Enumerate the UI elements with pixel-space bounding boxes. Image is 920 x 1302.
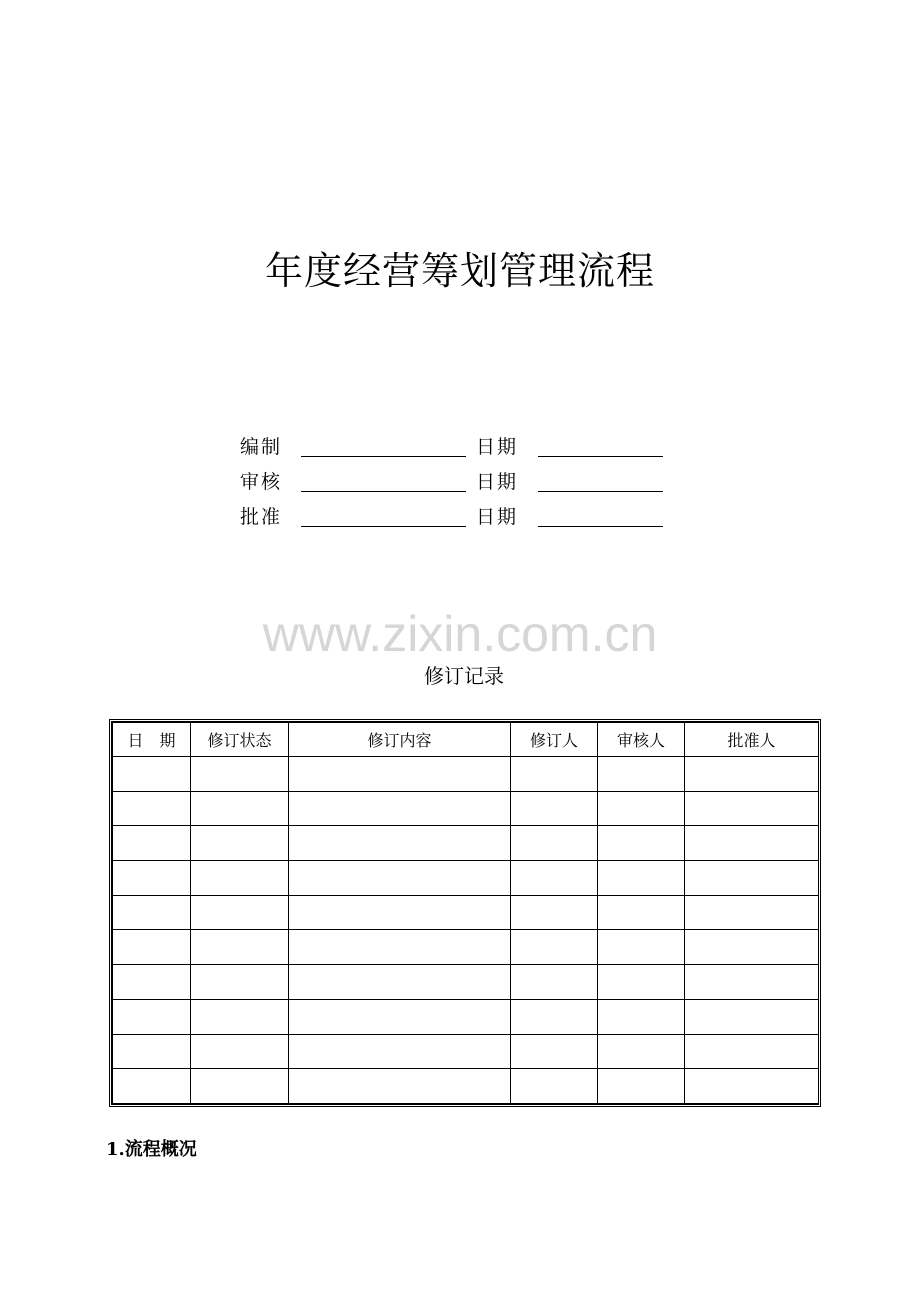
signoff-label: 批准 [240,506,283,528]
table-cell [289,895,511,930]
table-cell [511,1034,598,1069]
table-cell [191,757,289,792]
table-cell [598,757,685,792]
table-cell [113,791,191,826]
table-cell [598,1034,685,1069]
table-row [113,791,819,826]
table-cell [191,826,289,861]
table-cell [113,1069,191,1104]
table-cell [191,791,289,826]
table-cell [113,861,191,896]
revision-table-body [113,757,819,1104]
table-cell [289,1034,511,1069]
signoff-date-label: 日期 [476,506,519,528]
table-row [113,826,819,861]
signoff-row-approve [0,500,920,530]
table-cell [685,757,819,792]
table-row [113,1034,819,1069]
table-cell [191,1034,289,1069]
column-header-revision-content: 修订内容 [289,723,511,757]
table-cell [191,930,289,965]
column-header-date: 日 期 [113,723,191,757]
table-cell [598,930,685,965]
table-cell [511,965,598,1000]
table-cell [511,861,598,896]
signoff-label: 审核 [240,471,283,493]
table-cell [191,1069,289,1104]
table-header-row [113,723,819,757]
table-cell [113,757,191,792]
table-cell [685,930,819,965]
table-cell [511,999,598,1034]
table-cell [685,1034,819,1069]
document-title: 年度经营筹划管理流程 [264,249,655,293]
table-cell [191,965,289,1000]
signoff-date-line [538,456,663,457]
table-cell [685,999,819,1034]
table-cell [511,826,598,861]
table-cell [191,999,289,1034]
signoff-date-line [538,491,663,492]
column-header-revision-status: 修订状态 [191,723,289,757]
table-cell [289,861,511,896]
table-cell [113,965,191,1000]
signoff-row-review [0,465,920,495]
table-row [113,930,819,965]
table-cell [191,861,289,896]
table-cell [289,826,511,861]
table-cell [289,965,511,1000]
table-cell [598,999,685,1034]
table-cell [598,791,685,826]
table-cell [685,895,819,930]
revision-table [112,722,819,1104]
table-cell [113,895,191,930]
table-cell [511,895,598,930]
table-cell [289,791,511,826]
table-cell [113,826,191,861]
table-cell [685,965,819,1000]
table-cell [685,791,819,826]
table-cell [511,1069,598,1104]
table-row [113,895,819,930]
table-cell [511,757,598,792]
table-cell [685,826,819,861]
table-cell [511,791,598,826]
revision-record-title: 修订记录 [424,664,504,688]
table-cell [598,826,685,861]
signoff-row-compile [0,430,920,460]
section-heading: 1.流程概况 [106,1139,197,1160]
table-row [113,999,819,1034]
signoff-signature-line [301,526,466,527]
watermark: www.zixin.com.cn [262,606,658,662]
table-row [113,1069,819,1104]
table-cell [113,930,191,965]
column-header-reviewer: 审核人 [598,723,685,757]
table-row [113,965,819,1000]
table-cell [685,1069,819,1104]
signoff-signature-line [301,491,466,492]
signoff-signature-line [301,456,466,457]
table-cell [598,1069,685,1104]
table-row [113,757,819,792]
table-cell [289,757,511,792]
signoff-date-label: 日期 [476,436,519,458]
signoff-date-label: 日期 [476,471,519,493]
table-cell [598,861,685,896]
column-header-reviser: 修订人 [511,723,598,757]
table-cell [511,930,598,965]
table-cell [191,895,289,930]
table-cell [289,930,511,965]
table-cell [685,861,819,896]
table-row [113,861,819,896]
table-cell [289,1069,511,1104]
signoff-date-line [538,526,663,527]
column-header-approver: 批准人 [685,723,819,757]
table-cell [289,999,511,1034]
table-cell [598,965,685,1000]
table-cell [113,1034,191,1069]
table-cell [598,895,685,930]
revision-table-frame [109,719,821,1107]
table-cell [113,999,191,1034]
signoff-label: 编制 [240,436,283,458]
